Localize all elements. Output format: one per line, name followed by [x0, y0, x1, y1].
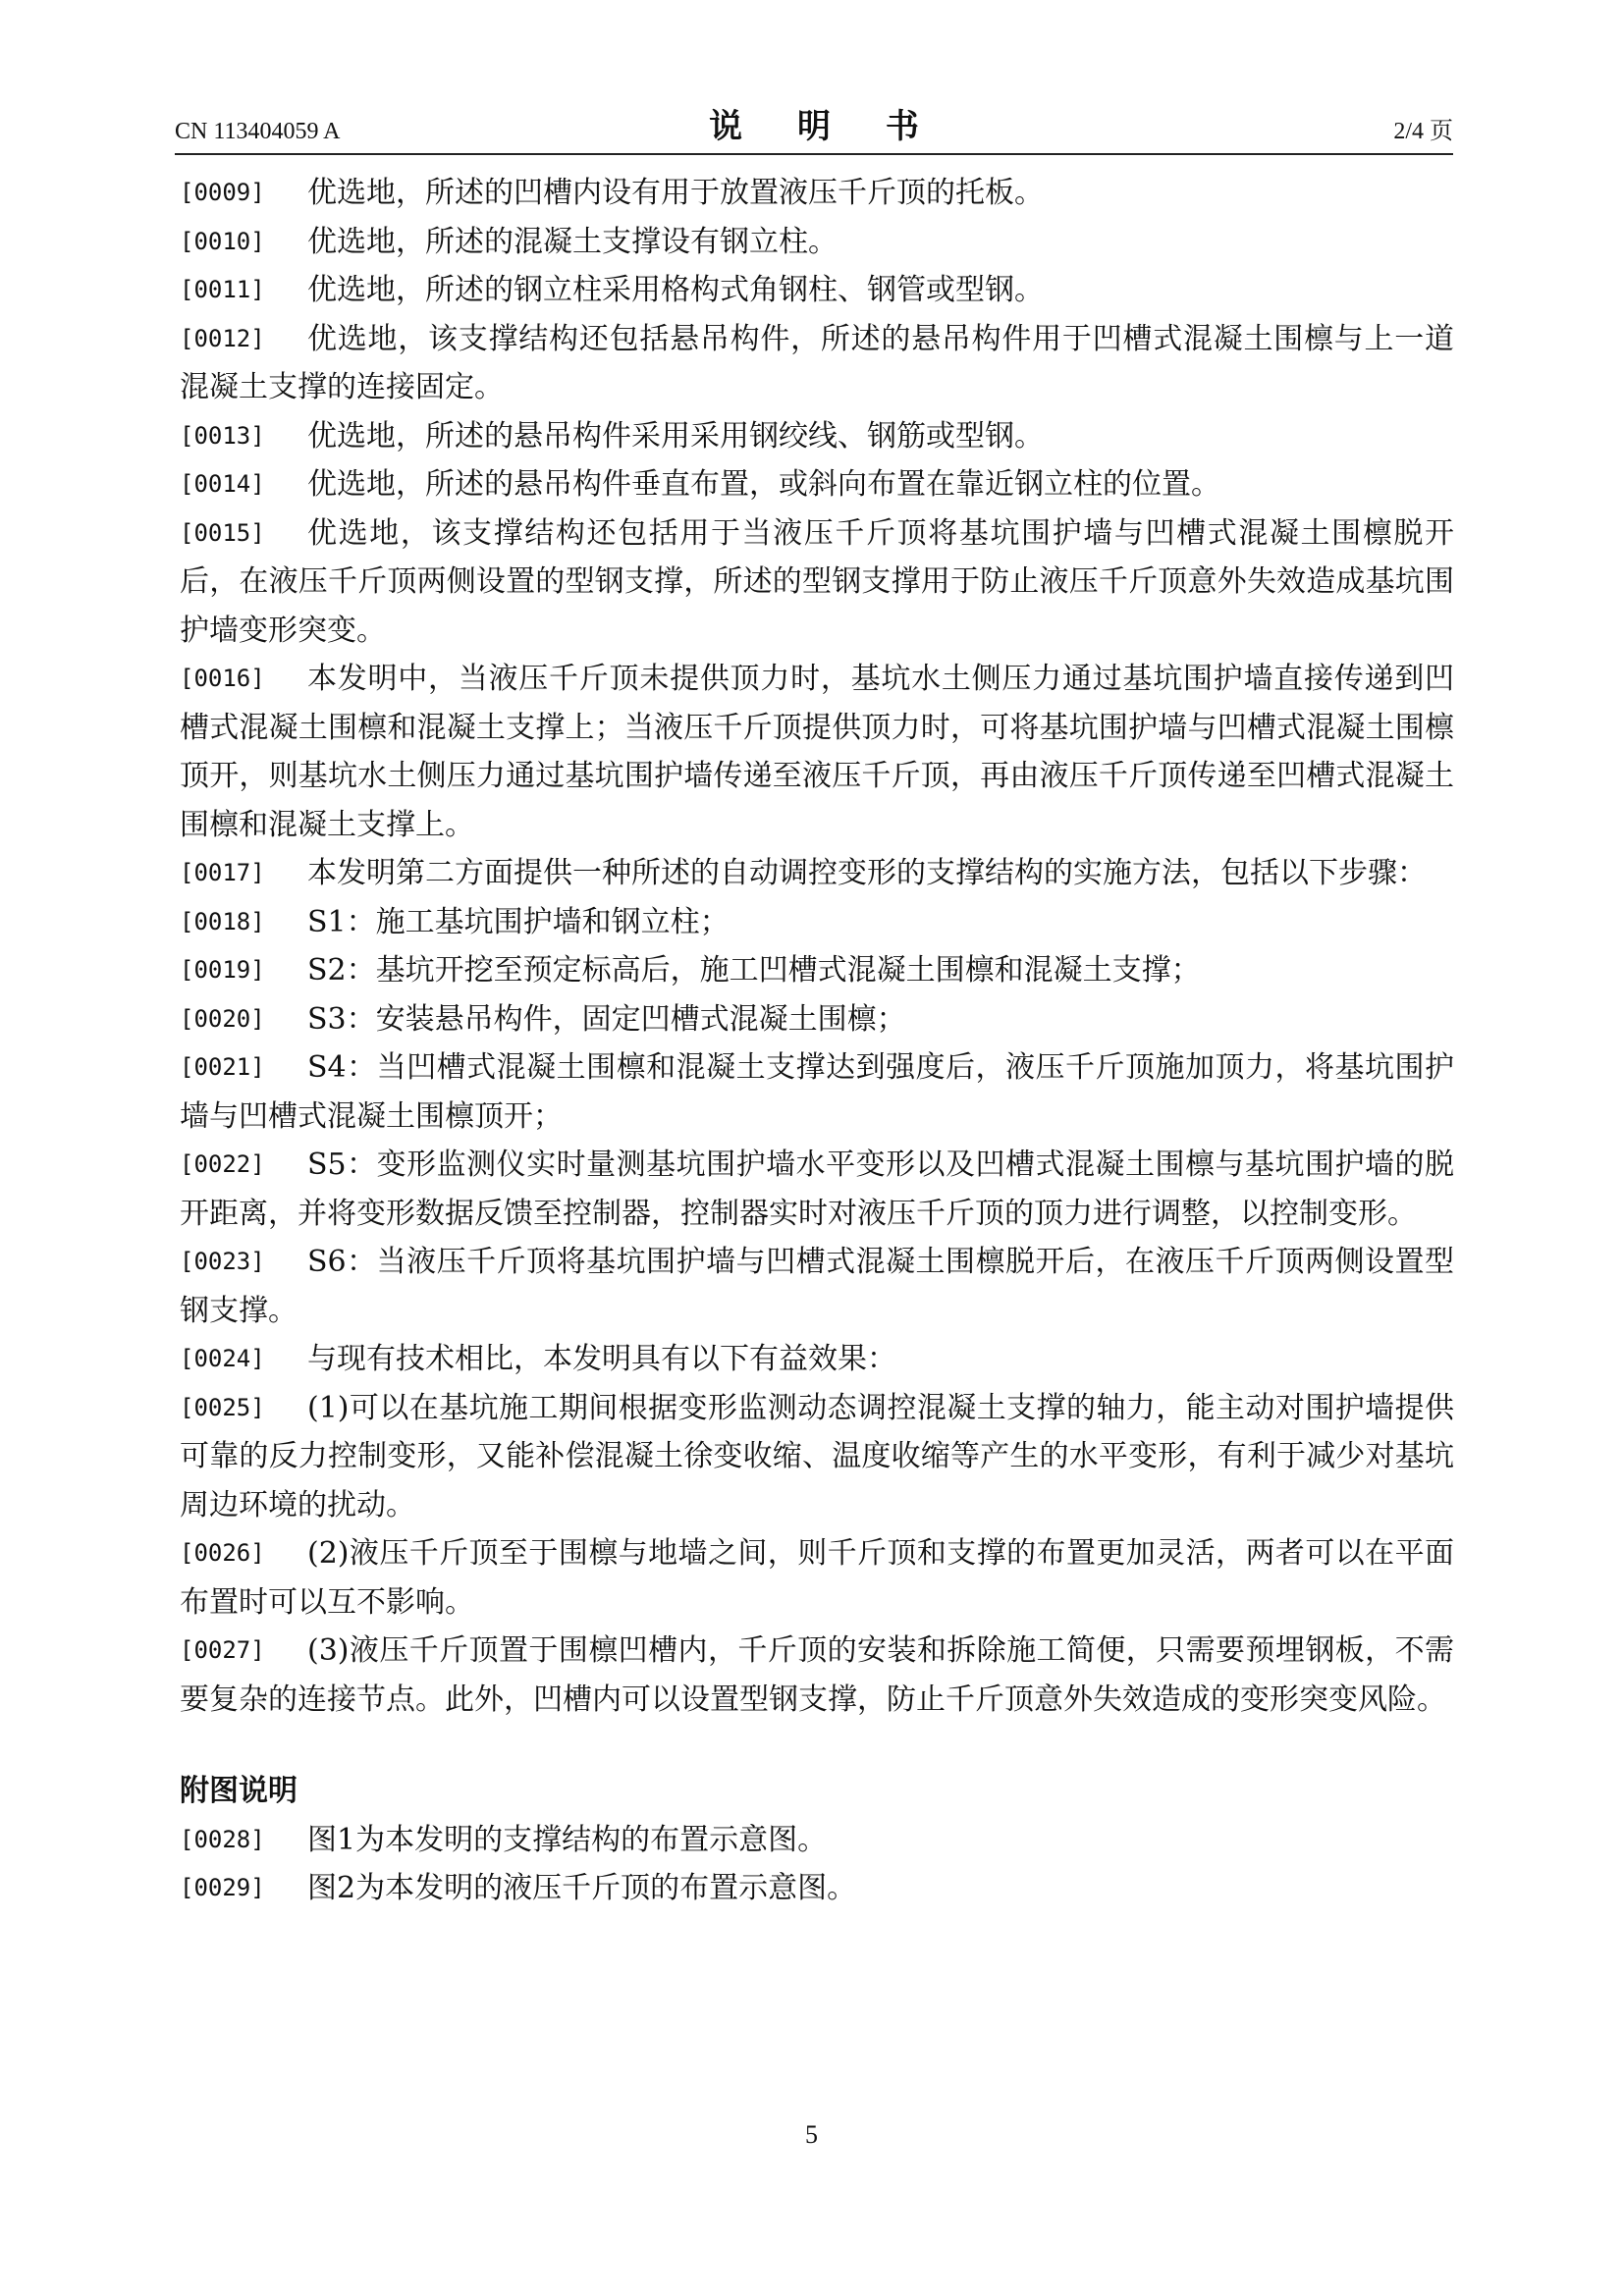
- paragraph-number: [0024]: [180, 1345, 265, 1372]
- paragraph-text: (2)液压千斤顶至于围檩与地墙之间，则千斤顶和支撑的布置更加灵活，两者可以在平面布置时可以互不影响。: [180, 1536, 1454, 1620]
- paragraph: [180, 655, 1454, 849]
- paragraph: [180, 1864, 1454, 1913]
- paragraph-number: [0029]: [180, 1874, 265, 1901]
- paragraph-number: [0025]: [180, 1393, 265, 1421]
- paragraph-number: [0010]: [180, 227, 265, 255]
- paragraph: [180, 1141, 1454, 1238]
- paragraph-text: (1)可以在基坑施工期间根据变形监测动态调控混凝土支撑的轴力，能主动对围护墙提供可靠的反力控制变形，又能补偿混凝土徐变收缩、温度收缩等产生的水平变形，有利于减少对基坑周边环境的扰动。: [180, 1390, 1454, 1522]
- paragraph: [180, 315, 1454, 412]
- paragraph-number: [0022]: [180, 1150, 265, 1178]
- paragraph-number: [0017]: [180, 859, 265, 886]
- paragraph-number: [0023]: [180, 1248, 265, 1275]
- drawings-paragraph-list: [180, 1816, 1454, 1913]
- paragraph-number: [0013]: [180, 421, 265, 450]
- paragraph: [180, 218, 1454, 267]
- paragraph-number: [0011]: [180, 276, 265, 303]
- page-number: 5: [805, 2120, 818, 2149]
- paragraph: [180, 266, 1454, 315]
- paragraph-number: [0027]: [180, 1636, 265, 1664]
- paragraph-number: [0009]: [180, 179, 265, 206]
- paragraph-number: [0019]: [180, 956, 265, 984]
- paragraph-number: [0016]: [180, 665, 265, 692]
- paragraph-text: 图1为本发明的支撑结构的布置示意图。: [307, 1822, 828, 1857]
- paragraph-text: 优选地，所述的凹槽内设有用于放置液压千斤顶的托板。: [307, 176, 1044, 210]
- paragraph-text: 优选地，所述的混凝土支撑设有钢立柱。: [307, 224, 838, 259]
- paragraph: [180, 412, 1454, 461]
- paragraph: [180, 169, 1454, 218]
- page-indicator: 2/4 页: [1393, 119, 1453, 144]
- paragraph-text: 优选地，该支撑结构还包括用于当液压千斤顶将基坑围护墙与凹槽式混凝土围檩脱开后，在液压千斤顶两侧设置的型钢支撑，所述的型钢支撑用于防止液压千斤顶意外失效造成基坑围护墙变形突变。: [180, 515, 1454, 648]
- paragraph: [180, 509, 1454, 656]
- paragraph-text: 本发明第二方面提供一种所述的自动调控变形的支撑结构的实施方法，包括以下步骤：: [307, 856, 1427, 890]
- publication-number: CN 113404059 A: [175, 119, 341, 144]
- paragraph-text: S4：当凹槽式混凝土围檩和混凝土支撑达到强度后，液压千斤顶施加顶力，将基坑围护墙与凹槽式混凝土围檩顶开；: [180, 1050, 1454, 1134]
- section-title-drawings: 附图说明: [180, 1774, 298, 1808]
- paragraph: [180, 460, 1454, 509]
- paragraph-number: [0015]: [180, 518, 265, 547]
- paragraph-number: [0020]: [180, 1004, 265, 1033]
- page-header: [175, 94, 1453, 155]
- paragraph-text: 优选地，所述的钢立柱采用格构式角钢柱、钢管或型钢。: [307, 273, 1044, 307]
- paragraph-text: S2：基坑开挖至预定标高后，施工凹槽式混凝土围檩和混凝土支撑；: [307, 953, 1201, 988]
- paragraph-text: S5：变形监测仪实时量测基坑围护墙水平变形以及凹槽式混凝土围檩与基坑围护墙的脱开距离，并将变形数据反馈至控制器，控制器实时对液压千斤顶的顶力进行调整，以控制变形。: [180, 1148, 1454, 1231]
- paragraph-text: (3)液压千斤顶置于围檩凹槽内，千斤顶的安装和拆除施工简便，只需要预埋钢板，不需要复杂的连接节点。此外，凹槽内可以设置型钢支撑，防止千斤顶意外失效造成的变形突变风险。: [180, 1633, 1454, 1717]
- paragraph: [180, 898, 1454, 947]
- paragraph-text: S6：当液压千斤顶将基坑围护墙与凹槽式混凝土围檩脱开后，在液压千斤顶两侧设置型钢支撑。: [180, 1245, 1454, 1328]
- paragraph-text: 与现有技术相比，本发明具有以下有益效果：: [307, 1342, 896, 1376]
- paragraph: [180, 946, 1454, 995]
- paragraph-text: S1：施工基坑围护墙和钢立柱；: [307, 904, 730, 939]
- header-divider: [175, 153, 1453, 155]
- paragraph-number: [0021]: [180, 1053, 265, 1081]
- paragraph: [180, 1384, 1454, 1530]
- paragraph-number: [0012]: [180, 324, 265, 352]
- paragraph-number: [0014]: [180, 470, 265, 498]
- paragraph: [180, 1529, 1454, 1627]
- document-title: 说 明 书: [709, 107, 941, 146]
- paragraph-number: [0026]: [180, 1539, 265, 1567]
- paragraph-list: [180, 169, 1454, 1724]
- paragraph: [180, 849, 1454, 898]
- paragraph-text: 优选地，所述的悬吊构件采用采用钢绞线、钢筋或型钢。: [307, 418, 1044, 454]
- paragraph: [180, 1043, 1454, 1141]
- paragraph-text: 优选地，所述的悬吊构件垂直布置，或斜向布置在靠近钢立柱的位置。: [307, 467, 1220, 502]
- paragraph-text: S3：安装悬吊构件，固定凹槽式混凝土围檩；: [307, 1001, 906, 1037]
- paragraph: [180, 1238, 1454, 1335]
- paragraph: [180, 1816, 1454, 1865]
- paragraph-number: [0018]: [180, 907, 265, 935]
- paragraph-text: 图2为本发明的液压千斤顶的布置示意图。: [307, 1871, 857, 1905]
- document-body: [180, 169, 1454, 1913]
- paragraph: [180, 1627, 1454, 1724]
- paragraph: [180, 1335, 1454, 1384]
- paragraph-text: 本发明中，当液压千斤顶未提供顶力时，基坑水土侧压力通过基坑围护墙直接传递到凹槽式混凝土围檩和混凝土支撑上；当液压千斤顶提供顶力时，可将基坑围护墙与凹槽式混凝土围檩顶开，则基坑水土侧压力通过基坑围护墙传递至液压千斤顶，再由液压千斤顶传递至凹槽式混凝土围檩和混凝土支撑上。: [180, 662, 1454, 842]
- paragraph: [180, 995, 1454, 1044]
- paragraph-text: 优选地，该支撑结构还包括悬吊构件，所述的悬吊构件用于凹槽式混凝土围檩与上一道混凝土支撑的连接固定。: [180, 321, 1454, 404]
- paragraph-number: [0028]: [180, 1825, 265, 1853]
